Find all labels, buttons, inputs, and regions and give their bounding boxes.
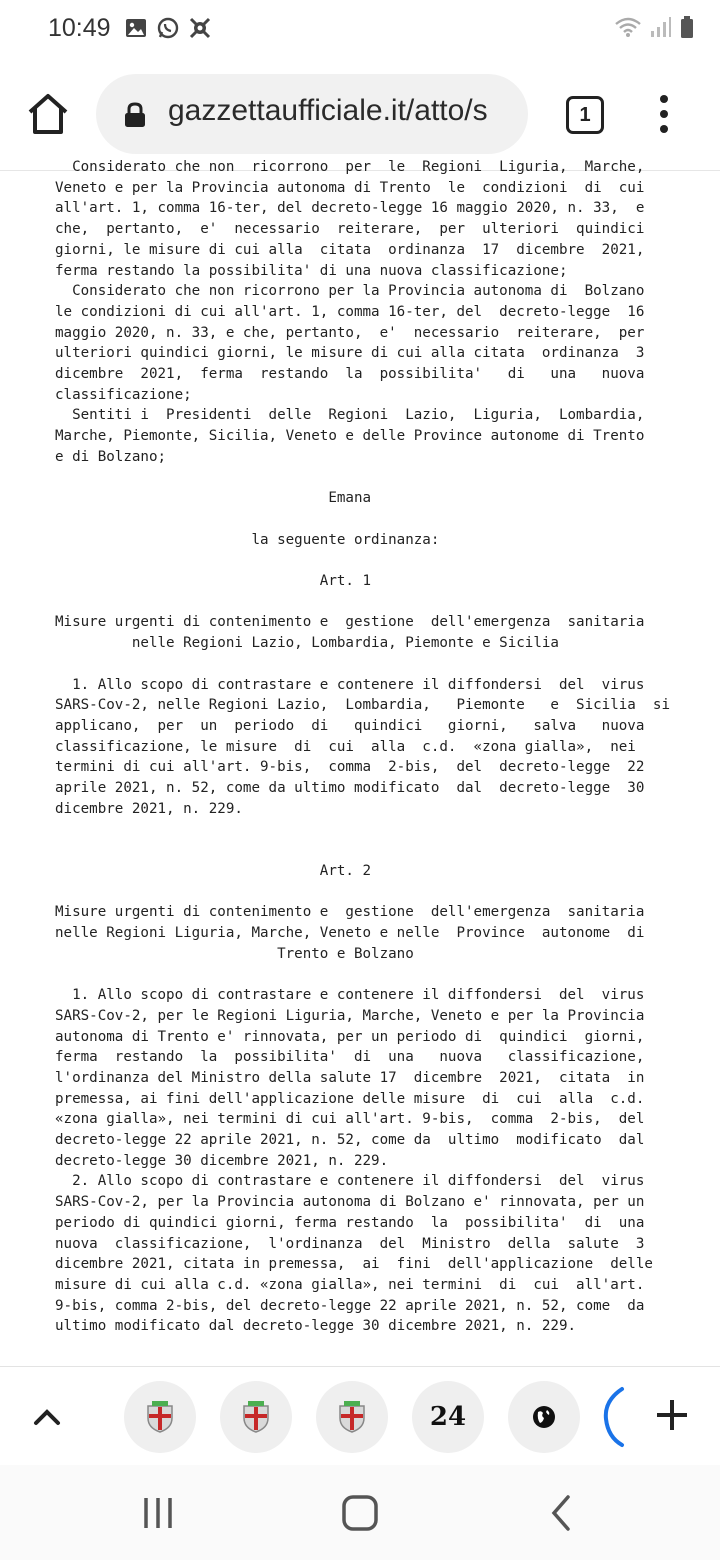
document-text: Considerato che non ricorrono per le Regioni Liguria, Marche, Veneto e per la Provincia autonoma di Trento le condizioni di cui all'art. 1, comma 16-ter, del decreto-legge 16 maggio 2020, n. 33, e che, pertanto, e' necessario reiterare, per ulteriori quindici giorni, le misure di cui alla citata ordinanza 17 dicembre 2021, ferma restando la possibilita' di una nuova classificazione; Considerato che non ricorrono per la Provincia autonoma di Bolzano le condizioni di cui all'art. 1, comma 16-ter, del decreto-legge 16 maggio 2020, n. 33, e che, pertanto, e' necessario reiterare, per ulteriori quindici giorni, le misure di cui alla citata ordinanza 3 dicembre 2021, ferma restando la possibilita' di una nuova classificazione; Sentiti i Presidenti delle Regioni Lazio, Liguria, Lombardia, Marche, Piemonte, Sicilia, Veneto e delle Province autonome di Trento e di Bolzano; Emana la seguente ordinanza: Art. 1 Misure urgenti di contenimento e gestione dell'emergenza sanitaria nelle Regioni Lazio, Lombardia, Piemonte e Sicilia 1. Allo scopo di contrastare e contenere il diffondersi del virus SARS-Cov-2, nelle Regioni Lazio, Lombardia, Piemonte e Sicilia si applicano, per un periodo di quindici giorni, salva nuova classificazione, le misure di cui alla c.d. «zona gialla», nei termini di cui all'art. 9-bis, comma 2-bis, del decreto-legge 22 aprile 2021, n. 52, come da ultimo modificato dal decreto-legge 30 dicembre 2021, n. 229. Art. 2 Misure urgenti di contenimento e gestione dell'emergenza sanitaria nelle Regioni Liguria, Marche, Veneto e nelle Province autonome di Trento e Bolzano 1. Allo scopo di contrastare e contenere il diffondersi del virus SARS-Cov-2, per le Regioni Liguria, Marche, Veneto e per la Provincia autonoma di Trento e' rinnovata, per un periodo di quindici giorni, ferma restando la possibilita' di una nuova classificazione, l'ordinanza del Ministro della salute 17 dicembre 2021, citata in premessa, ai fini dell'applicazione delle misure di cui alla c.d. «zona gialla», nei termini di cui all'art. 9-bis, comma 2-bis, del decreto-legge 22 aprile 2021, n. 52, come da ultimo modificato dal decreto-legge 30 dicembre 2021, n. 229. 2. Allo scopo di contrastare e contenere il diffondersi del virus SARS-Cov-2, per la Provincia autonoma di Bolzano e' rinnovata, per un periodo di quindici giorni, ferma restando la possibilita' di una nuova classificazione, l'ordinanza del Ministro della salute 3 dicembre 2021, citata in premessa, ai fini dell'applicazione delle misure di cui alla c.d. «zona gialla», nei termini di cui all'art. 9-bis, comma 2-bis, del decreto-legge 22 aprile 2021, n. 52, come da ultimo modificato dal decreto-legge 30 dicembre 2021, n. 229. bbox=[55, 159, 670, 1335]
news-24-icon: 24 bbox=[429, 1402, 467, 1432]
more-vert-icon bbox=[652, 94, 676, 134]
expand-tabs-button[interactable] bbox=[30, 1399, 64, 1433]
municipal-crest-icon bbox=[239, 1400, 273, 1434]
url-text: gazzettaufficiale.it/atto/s bbox=[168, 94, 488, 127]
back-icon bbox=[542, 1493, 582, 1533]
status-time: 10:49 bbox=[48, 14, 111, 42]
whatsapp-icon bbox=[156, 16, 180, 40]
home-nav-button[interactable] bbox=[340, 1493, 380, 1533]
app-notification-icon bbox=[188, 16, 212, 40]
tab-shortcut-1[interactable] bbox=[124, 1381, 196, 1453]
home-icon bbox=[24, 90, 72, 138]
loading-indicator bbox=[600, 1385, 640, 1449]
tab-strip bbox=[0, 1366, 720, 1466]
battery-icon bbox=[680, 16, 694, 43]
tab-switcher-button[interactable]: 1 bbox=[566, 96, 604, 134]
home-button[interactable] bbox=[24, 90, 72, 138]
plus-icon bbox=[654, 1397, 690, 1433]
menu-button[interactable] bbox=[652, 94, 676, 134]
wifi-icon bbox=[614, 16, 642, 43]
tab-shortcut-4[interactable] bbox=[412, 1381, 484, 1453]
lock-icon bbox=[124, 102, 146, 128]
home-square-icon bbox=[340, 1493, 380, 1533]
address-bar[interactable] bbox=[96, 74, 528, 154]
recents-icon bbox=[138, 1493, 178, 1533]
status-bar bbox=[0, 0, 720, 60]
recent-apps-button[interactable] bbox=[138, 1493, 178, 1533]
chevron-up-icon bbox=[30, 1399, 64, 1433]
notification-icons bbox=[124, 16, 212, 40]
gallery-icon bbox=[124, 16, 148, 40]
document-content[interactable] bbox=[0, 159, 720, 1365]
tab-shortcut-2[interactable] bbox=[220, 1381, 292, 1453]
municipal-crest-icon bbox=[335, 1400, 369, 1434]
municipal-crest-icon bbox=[143, 1400, 177, 1434]
tab-shortcut-5[interactable] bbox=[508, 1381, 580, 1453]
signal-icon bbox=[650, 16, 672, 43]
new-tab-button[interactable] bbox=[654, 1397, 690, 1433]
system-icons bbox=[614, 16, 694, 43]
navigation-bar bbox=[0, 1465, 720, 1560]
tab-shortcut-3[interactable] bbox=[316, 1381, 388, 1453]
globe-icon bbox=[531, 1404, 557, 1430]
back-button[interactable] bbox=[542, 1493, 582, 1533]
browser-toolbar bbox=[0, 60, 720, 171]
